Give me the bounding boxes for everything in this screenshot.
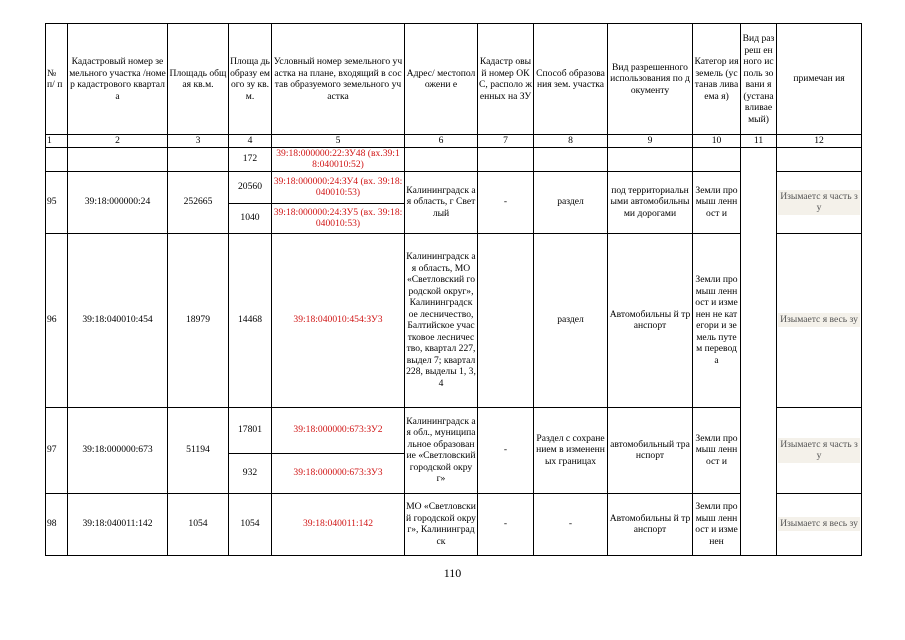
permitted-use: автомобильный транспорт [608, 407, 693, 493]
oks-number: - [478, 493, 534, 555]
formed-plot-area: 1040 [229, 203, 272, 233]
land-plot-table [45, 23, 862, 556]
formed-plot-area: 17801 [229, 407, 272, 453]
total-area: 1054 [168, 493, 229, 555]
formation-method: - [534, 493, 608, 555]
row-number: 96 [46, 233, 68, 407]
permitted-use: Автомобильны й транспорт [608, 233, 693, 407]
note: Изымаетс я весь зу [780, 314, 858, 326]
header-cell: Адрес/ местоположени е [405, 24, 478, 135]
formed-plot-area: 1054 [229, 493, 272, 555]
row-number: 97 [46, 407, 68, 493]
note-cell [777, 407, 862, 493]
conditional-number: 39:18:000000:673:ЗУ2 [272, 407, 405, 453]
permitted-use: Автомобильны й транспорт [608, 493, 693, 555]
cadastral-number: 39:18:000000:673 [68, 407, 168, 493]
conditional-number: 39:18:040011:142 [272, 493, 405, 555]
column-number: 12 [777, 135, 862, 148]
land-category: Земли промыш ленност и [693, 407, 741, 493]
header-cell: Площадь общая кв.м. [168, 24, 229, 135]
oks-number [478, 233, 534, 407]
header-cell: Площа дь образу емого зу кв.м. [229, 24, 272, 135]
note-cell [777, 233, 862, 407]
formed-plot-area: 172 [229, 147, 272, 171]
table-row [46, 233, 862, 407]
header-cell: Вид разрешенного использования по документу [608, 24, 693, 135]
column-number: 5 [272, 135, 405, 148]
total-area: 252665 [168, 171, 229, 233]
conditional-number: 39:18:000000:22:ЗУ48 (вх.39:18:040010:52) [272, 147, 405, 171]
conditional-number: 39:18:000000:24:ЗУ5 (вх. 39:18:040010:53) [272, 203, 405, 233]
formed-plot-area: 14468 [229, 233, 272, 407]
table-row [46, 493, 862, 555]
land-category: Земли промыш ленност и [693, 171, 741, 233]
land-category: Земли промыш ленност и изменен [693, 493, 741, 555]
column-number: 8 [534, 135, 608, 148]
column-number: 7 [478, 135, 534, 148]
note: Изымаетс я часть зу [778, 190, 860, 215]
row-number: 95 [46, 171, 68, 233]
column-number: 3 [168, 135, 229, 148]
cadastral-number: 39:18:040011:142 [68, 493, 168, 555]
column-number: 2 [68, 135, 168, 148]
address: МО «Светловский городской округ», Калининградск [405, 493, 478, 555]
header-cell: Кадастровый номер земельного участка /номер кадастрового квартала [68, 24, 168, 135]
column-number: 9 [608, 135, 693, 148]
permitted-use: под территориальн ыми автомобильны ми дорогами [608, 171, 693, 233]
formation-method: раздел [534, 171, 608, 233]
conditional-number: 39:18:000000:24:ЗУ4 (вх. 39:18:040010:53) [272, 171, 405, 203]
page-number: 110 [443, 566, 462, 580]
conditional-number: 39:18:040010:454:ЗУ3 [272, 233, 405, 407]
note-cell [777, 171, 862, 233]
note: Изымаетс я весь зу [780, 518, 858, 530]
column-number: 4 [229, 135, 272, 148]
column-number: 11 [741, 135, 777, 148]
land-category: Земли промыш ленност и изменен не категори и земель путем перевод а [693, 233, 741, 407]
header-cell: Условный номер земельного участка на плане, входящий в состав образуемого земельного участка [272, 24, 405, 135]
conditional-number: 39:18:000000:673:ЗУ3 [272, 453, 405, 493]
header-row [46, 24, 862, 135]
address: Калининградск ая область, г Светлый [405, 171, 478, 233]
row-number: 98 [46, 493, 68, 555]
column-number: 6 [405, 135, 478, 148]
cadastral-number: 39:18:040010:454 [68, 233, 168, 407]
table-row [46, 171, 862, 203]
header-cell: Категор ия земель (устанав ливаема я) [693, 24, 741, 135]
header-cell: № п/ п [46, 24, 68, 135]
column-number-row [46, 135, 862, 148]
table-row [46, 147, 862, 171]
column-number: 10 [693, 135, 741, 148]
header-cell: Вид разреш енного исполь зовани я (устана вливае мый) [741, 24, 777, 135]
formation-method: раздел [534, 233, 608, 407]
oks-number: - [478, 171, 534, 233]
address: Калининградск ая обл., муниципальное образование «Светловский городской округ» [405, 407, 478, 493]
column-number: 1 [46, 135, 68, 148]
header-cell: примечан ия [777, 24, 862, 135]
note: Изымаетс я часть зу [778, 438, 860, 463]
header-cell: Способ образования зем. участка [534, 24, 608, 135]
note-cell [777, 493, 862, 555]
total-area: 51194 [168, 407, 229, 493]
formed-plot-area: 932 [229, 453, 272, 493]
total-area: 18979 [168, 233, 229, 407]
permitted-use-set-cell [741, 147, 777, 555]
address: Калининградск ая область, МО «Светловский городской округ», Калининградск ое лесничество, Балтийское участковое лесничество, квартал 227, выдел 7; квартал 228, выделы 1, 3, 4 [405, 233, 478, 407]
header-cell: Кадастр овый номер ОКС, располо женных на ЗУ [478, 24, 534, 135]
formed-plot-area: 20560 [229, 171, 272, 203]
oks-number: - [478, 407, 534, 493]
formation-method: Раздел с сохранением в измененных границах [534, 407, 608, 493]
table-row [46, 407, 862, 453]
cadastral-number: 39:18:000000:24 [68, 171, 168, 233]
